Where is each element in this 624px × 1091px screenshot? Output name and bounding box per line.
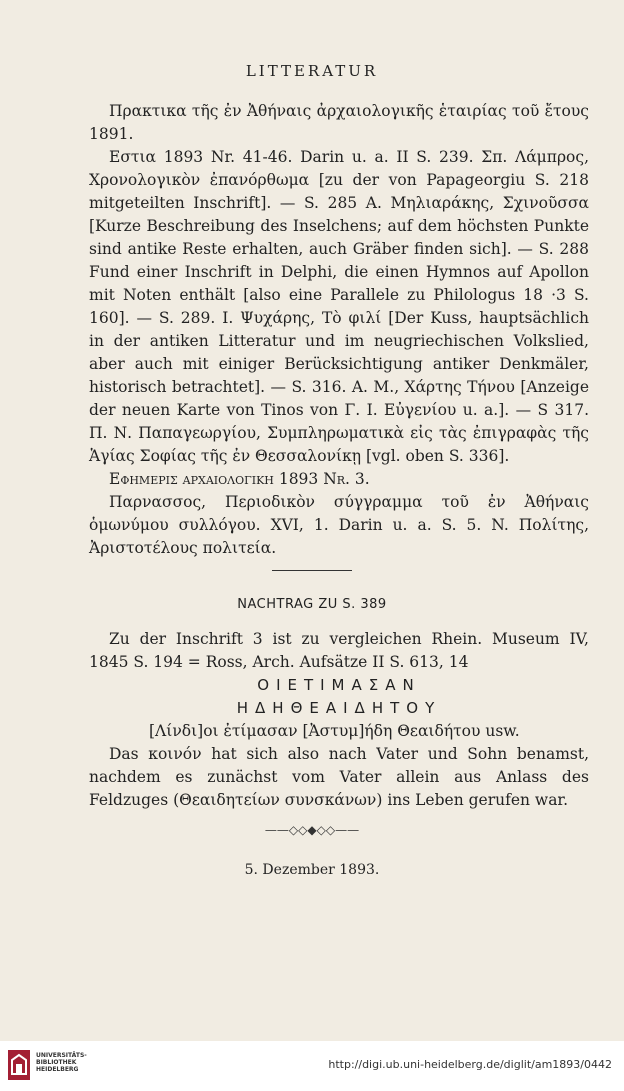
- nachtrag-paragraph-1: Zu der Inschrift 3 ist zu vergleichen Rhein. Museum IV, 1845 S. 194 = Ross, Arch. Aufsätze II S. 613, 14: [89, 630, 589, 671]
- digitization-footer: [0, 1041, 624, 1091]
- section-divider: [272, 570, 352, 571]
- source-url-link[interactable]: http://digi.ub.uni-heidelberg.de/diglit/am1893/0442: [328, 1058, 612, 1071]
- entry-ephemeris: Εφημερις αρχαιολογικη 1893 Nr. 3.: [109, 470, 370, 488]
- literature-entries: [89, 100, 589, 560]
- entry-estia: Εστια 1893 Nr. 41-46. Darin u. a. II S. 239. Σπ. Λάμπρος, Χρονολογικὸν ἐπανόρθωμα [zu der von Papageorgiu S. 218 mitgeteilten Inschrift]. — S. 285 A. Μηλιαράκης, Σχινοῦσσα [Kurze Beschreibung des Inselchens; auf dem höchsten Punkte sind antike Reste erhalten, auch Gräber finden sich]. — S. 288 Fund einer Inschrift in Delphi, die einen Hymnos auf Apollon mit Noten enthält [also eine Parallele zu Philologus 18 ·3 S. 160]. — S. 289. I. Ψυχάρης, Τὸ φιλί [Der Kuss, hauptsächlich in der antiken Litteratur und im neugriechischen Volkslied, aber auch mit einiger Berücksichtigung antiker Denkmäler, historisch betrachtet]. — S. 316. A. M., Χάρτης Τήνου [Anzeige der neuen Karte von Tinos von Γ. I. Εὐγενίου u. a.]. — S 317. Π. Ν. Παπαγεωργίου, Συμπληρωματικὰ εἰς τὰς ἐπιγραφὰς τῆς Ἁγίας Σοφίας τῆς ἐν Θεσσαλονίκῃ [vgl. oben S. 336].: [89, 148, 589, 465]
- ornament-divider: ——◇◇◆◇◇——: [264, 823, 360, 837]
- nachtrag-title: NACHTRAG ZU S. 389: [237, 597, 387, 612]
- nachtrag-section: [89, 628, 589, 812]
- inscription-line-1: ΟΙΕΤΙΜΑΣΑΝ: [257, 676, 421, 694]
- nachtrag-paragraph-2: Das κοινόν hat sich also nach Vater und Sohn benamst, nachdem es zunächst vom Vater allein aus Anlass des Feldzuges (Θεαιδητείων συνσκάνων) ins Leben gerufen war.: [89, 745, 589, 809]
- entry-praktika: Πρακτικα τῆς ἐν Ἀθήναις ἀρχαιολογικῆς ἑταιρίας τοῦ ἔτους 1891.: [89, 102, 589, 143]
- inscription-reading: [Λίνδι]οι ἐτίμασαν [Ἀστυμ]ήδη Θεαιδήτου usw.: [149, 722, 520, 740]
- page-header: LITTERATUR: [245, 62, 379, 80]
- library-logo-icon: [8, 1050, 30, 1080]
- inscription-line-2: ΗΔΗΘΕΑΙΔΗΤΟΥ: [236, 699, 442, 717]
- library-name: UNIVERSITÄTS- BIBLIOTHEK HEIDELBERG: [36, 1052, 87, 1073]
- document-date: 5. Dezember 1893.: [244, 862, 380, 878]
- entry-parnassos: Παρνασσος, Περιοδικὸν σύγγραμμα τοῦ ἐν Ἀθήναις ὁμωνύμου συλλόγου. XVI, 1. Darin u. a. S. 5. N. Πολίτης, Ἀριστοτέλους πολιτεία.: [89, 493, 589, 557]
